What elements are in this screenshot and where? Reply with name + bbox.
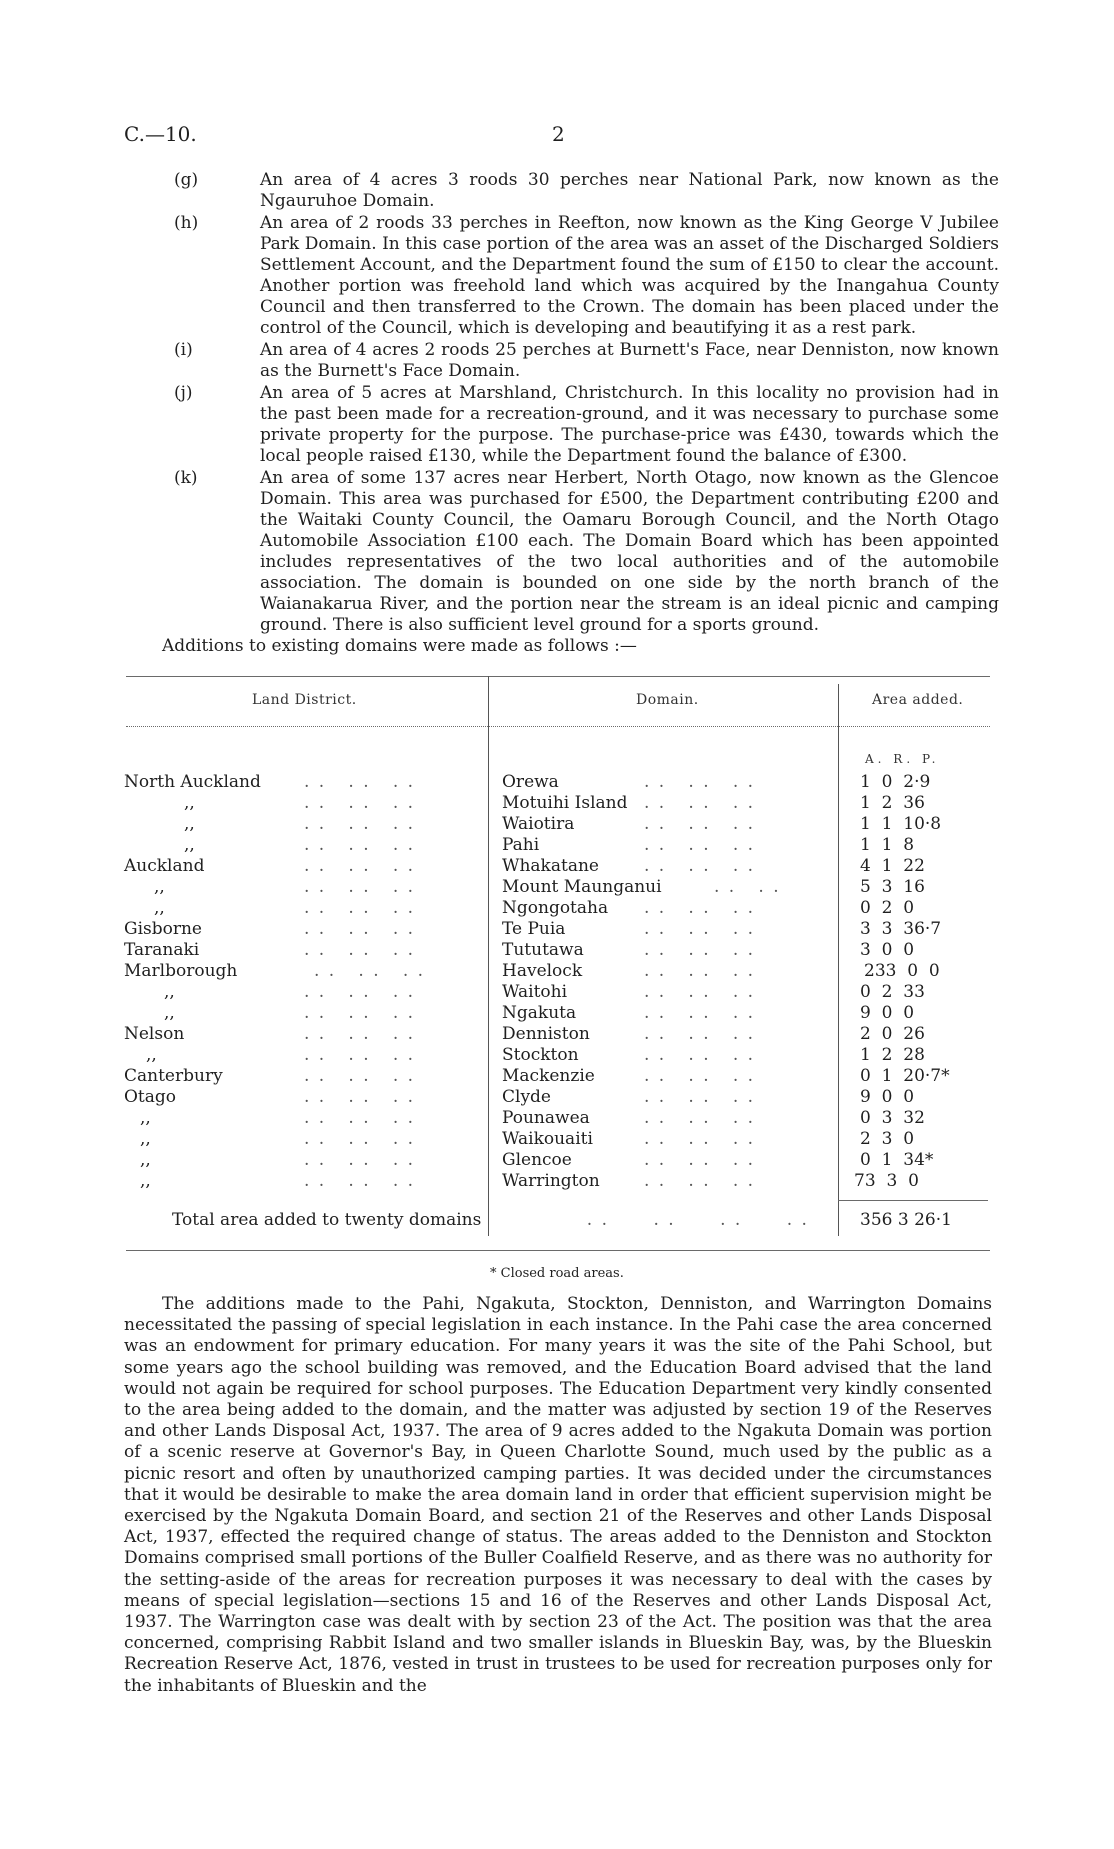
table-row: ,, . . . . . . Ngakuta . . . . . . 9 0 0	[124, 1003, 994, 1024]
table-footnote: * Closed road areas.	[490, 1266, 624, 1281]
domain-cell: Waiotira	[502, 814, 575, 834]
item-label: (i)	[174, 340, 193, 360]
land-district-cell: ,,	[164, 1003, 175, 1023]
item-text: An area of 2 roods 33 perches in Reefton, now known as the King George V Jubilee Park Domain. In this case portion of the area was an asset of the Discharged Soldiers Settlement Account, and the Department found the sum of £150 to clear the account. Another portion was freehold land which was acquired by the Inangahua County Council and then transferred to the Crown. The domain has been placed under the control of the Council, which is developing and beautifying it as a rest park.	[260, 213, 999, 338]
land-district-cell: ,,	[184, 835, 195, 855]
area-cell: 3 0 0	[860, 940, 915, 960]
total-value: 356 3 26·1	[860, 1210, 952, 1230]
item-label: (j)	[174, 383, 193, 403]
body-paragraph: The additions made to the Pahi, Ngakuta, Stockton, Denniston, and Warrington Domains necessitated the passing of special legislation in each instance. In the Pahi case the area concerned was an endowment for primary education. For many years it was the site of the Pahi School, but some years ago the school building was removed, and the Education Board advised that the land would not again be required for school purposes. The Education Department very kindly consented to the area being added to the domain, and the matter was adjusted by section 19 of the Reserves and other Lands Disposal Act, 1937. The area of 9 acres added to the Ngakuta Domain was portion of a scenic reserve at Governor's Bay, in Queen Charlotte Sound, much used by the public as a picnic resort and often by unauthorized camping parties. It was decided under the circumstances that it would be desirable to make the area domain land in order that efficient supervision might be exercised by the Ngakuta Domain Board, and section 21 of the Reserves and other Lands Disposal Act, 1937, effected the required change of status. The areas added to the Denniston and Stockton Domains comprised small portions of the Buller Coalfield Reserve, and as there was no authority for the setting-aside of the areas for recreation purposes it was necessary to deal with the cases by means of special legislation—sections 15 and 16 of the Reserves and other Lands Disposal Act, 1937. The Warrington case was dealt with by section 23 of the Act. The position was that the area concerned, comprising Rabbit Island and two smaller islands in Blueskin Bay, was, by the Blueskin Recreation Reserve Act, 1876, vested in trust in trustees to be used for recreation purposes only for the inhabitants of Blueskin and the	[124, 1294, 992, 1696]
list-item-k	[174, 468, 999, 636]
list-item-h	[174, 213, 999, 339]
document-reference: C.—10.	[124, 122, 197, 146]
land-district-cell: Taranaki	[124, 940, 200, 960]
area-cell: 0 3 32	[860, 1108, 925, 1128]
land-district-cell: Gisborne	[124, 919, 202, 939]
table-row: ,, . . . . . . Mount Maunganui . . . . 5 3 16	[124, 877, 994, 898]
area-cell: 9 0 0	[860, 1087, 915, 1107]
table-row: Gisborne . . . . . . Te Puia . . . . . . 3 3 36·7	[124, 919, 994, 940]
table-row: ,, . . . . . . Waikouaiti . . . . . . 2 3 0	[124, 1129, 994, 1150]
item-label: (k)	[174, 468, 198, 488]
table-bottom-rule	[126, 1250, 990, 1251]
table-row: ,, . . . . . . Pounawea . . . . . . 0 3 32	[124, 1108, 994, 1129]
land-district-cell: ,,	[140, 1171, 151, 1191]
table-row: ,, . . . . . . Stockton . . . . . . 1 2 28	[124, 1045, 994, 1066]
table-row: ,, . . . . . . Glencoe . . . . . . 0 1 34*	[124, 1150, 994, 1171]
domain-cell: Pounawea	[502, 1108, 590, 1128]
table-row: North Auckland . . . . . . Orewa . . . . . . 1 0 2·9	[124, 772, 994, 793]
land-district-cell: North Auckland	[124, 772, 261, 792]
domain-cell: Motuihi Island	[502, 793, 628, 813]
table-top-rule	[126, 676, 990, 677]
land-district-cell: ,,	[164, 982, 175, 1002]
domain-cell: Stockton	[502, 1045, 579, 1065]
list-item-i	[174, 340, 999, 382]
domain-cell: Warrington	[502, 1171, 600, 1191]
domain-cell: Orewa	[502, 772, 559, 792]
area-cell: 4 1 22	[860, 856, 925, 876]
area-cell: 2 0 26	[860, 1024, 925, 1044]
domain-cell: Te Puia	[502, 919, 566, 939]
domain-cell: Waitohi	[502, 982, 568, 1002]
item-text: An area of 4 acres 2 roods 25 perches at Burnett's Face, near Denniston, now known as the Burnett's Face Domain.	[260, 340, 999, 381]
area-cell: 1 0 2·9	[860, 772, 931, 792]
area-cell: 0 1 34*	[860, 1150, 934, 1170]
land-district-cell: ,,	[140, 1108, 151, 1128]
area-cell: 3 3 36·7	[860, 919, 942, 939]
area-cell: 0 1 20·7*	[860, 1066, 950, 1086]
domain-cell: Pahi	[502, 835, 540, 855]
item-text: An area of some 137 acres near Herbert, North Otago, now known as the Glencoe Domain. This area was purchased for £500, the Department contributing £200 and the Waitaki County Council, the Oamaru Borough Council, and the North Otago Automobile Association £100 each. The Domain Board which has been appointed includes representatives of the two local authorities and of the automobile association. The domain is bounded on one side by the north branch of the Waianakarua River, and the portion near the stream is an ideal picnic and camping ground. There is also sufficient level ground for a sports ground.	[260, 468, 999, 635]
item-label: (g)	[174, 170, 199, 190]
area-cell: 2 3 0	[860, 1129, 915, 1149]
list-item-j	[174, 383, 999, 467]
table-row: ,, . . . . . . Waiotira . . . . . . 1 1 10·8	[124, 814, 994, 835]
item-text: An area of 5 acres at Marshland, Christchurch. In this locality no provision had in the past been made for a recreation-ground, and it was necessary to purchase some private property for the purpose. The purchase-price was £430, towards which the local people raised £130, while the Department found the balance of £300.	[260, 383, 999, 466]
table-row: Taranaki . . . . . . Tututawa . . . . . . 3 0 0	[124, 940, 994, 961]
domain-cell: Mackenzie	[502, 1066, 595, 1086]
table-row: ,, . . . . . . Motuihi Island . . . . . . 1 2 36	[124, 793, 994, 814]
area-cell: 73 3 0	[854, 1171, 919, 1191]
page-number: 2	[552, 122, 565, 146]
total-rule	[838, 1200, 988, 1201]
header-area-added: Area added.	[872, 692, 964, 708]
header-domain: Domain.	[636, 692, 699, 708]
domain-cell: Havelock	[502, 961, 583, 981]
table-row: Canterbury . . . . . . Mackenzie . . . . . . 0 1 20·7*	[124, 1066, 994, 1087]
table-row: ,, . . . . . . Waitohi . . . . . . 0 2 33	[124, 982, 994, 1003]
area-cell: 9 0 0	[860, 1003, 915, 1023]
land-district-cell: ,,	[146, 1045, 157, 1065]
area-cell: 5 3 16	[860, 877, 925, 897]
land-district-cell: Otago	[124, 1087, 177, 1107]
domain-cell: Ngongotaha	[502, 898, 609, 918]
area-cell: 1 1 10·8	[860, 814, 942, 834]
land-district-cell: ,,	[140, 1150, 151, 1170]
item-text: An area of 4 acres 3 roods 30 perches near National Park, now known as the Ngauruhoe Domain.	[260, 170, 999, 211]
area-cell: 0 2 0	[860, 898, 915, 918]
domain-cell: Glencoe	[502, 1150, 572, 1170]
table-header-rule	[126, 726, 990, 727]
header-land-district: Land District.	[252, 692, 357, 708]
land-district-cell: ,,	[154, 898, 165, 918]
domain-cell: Clyde	[502, 1087, 551, 1107]
domain-cell: Mount Maunganui	[502, 877, 662, 897]
land-district-cell: Marlborough	[124, 961, 238, 981]
land-district-cell: ,,	[140, 1129, 151, 1149]
table-row: Marlborough . . . . . . Havelock . . . . . . 233 0 0	[124, 961, 994, 982]
page-header	[124, 122, 1000, 150]
table-row: ,, . . . . . . Pahi . . . . . . 1 1 8	[124, 835, 994, 856]
area-cell: 1 2 36	[860, 793, 925, 813]
table-row: Otago . . . . . . Clyde . . . . . . 9 0 0	[124, 1087, 994, 1108]
area-cell: 0 2 33	[860, 982, 925, 1002]
list-item-g	[174, 170, 999, 212]
domain-cell: Denniston	[502, 1024, 590, 1044]
table-row: Nelson . . . . . . Denniston . . . . . . 2 0 26	[124, 1024, 994, 1045]
units-header: A. R. P.	[865, 752, 940, 766]
land-district-cell: Auckland	[124, 856, 205, 876]
land-district-cell: ,,	[184, 814, 195, 834]
domain-cell: Waikouaiti	[502, 1129, 593, 1149]
table-row: ,, . . . . . . Warrington . . . . . . 73 3 0	[124, 1171, 994, 1192]
land-district-cell: ,,	[184, 793, 195, 813]
item-label: (h)	[174, 213, 199, 233]
table-intro: Additions to existing domains were made as follows :—	[162, 636, 637, 656]
document-page: C.—10. 2 (g) An area of 4 acres 3 roods 30 perches near National Park, now known as the Ngauruhoe Domain. (h) An area of 2 roods 33 perches in Reefton, now known as the King George V Jubilee Park Domain. In this case portion of the area was an asset of the Discharged Soldiers Settlement Account, and the Department found the sum of £150 to clear the account. Another portion was freehold land which was acquired by the Inangahua County Council and then transferred to the Crown. The domain has been placed under the control of the Council, which is developing and beautifying it as a rest park. (i) An area of 4 acres 2 roods 25 perches at Burnett's Face, near Denniston, now known as the Burnett's Face Domain. (j) An area of 5 acres at Marshland, Christchurch. In this locality no provision had in the past been made for a recreation-ground, and it was necessary to purchase some private property for the purpose. The purchase-price was £430, towards which the local people raised £130, while the Department found the balance of £300. (k) An area of some 137 acres near Herbert, North Otago, now known as the Glencoe Domain. This area was purchased for £500, the Department contributing £200 and the Waitaki County Council, the Oamaru Borough Council, and the North Otago Automobile Association £100 each. The Domain Board which has been appointed includes representatives of the two local authorities and of the automobile association. The domain is bounded on one side by the north branch of the Waianakarua River, and the portion near the stream is an ideal picnic and camping ground. There is also sufficient level ground for a sports ground. Additions to existing domains were made as follows :— Land District. Domain. Area added. A. R. P. North Auckland . . . . . . Orewa . . . . . . 1 0 2·9 ,, . . . . . . Motuihi Island . . . . . . 1 2 36 ,, . . . . . . Waiotira . . . . . . 1 1 10·8 ,, . . . . . . Pahi . . . . . . 1 1 8 Auckland . . . . . . Whakatane . . . . . . 4 1 22 ,, . . . . . . Mount Maunganui . . . . 5 3 16 ,, . . . . . . Ngongotaha . . . . . . 0 2 0 Gisborne . . . . . . Te Puia . . . . . . 3 3 36·7 Taranaki . . . . . . Tututawa . . . . . . 3 0 0 Marlborough . . . . . . Havelock . . . . . . 233 0 0 ,, . . . . . . Waitohi . . . . . . 0 2 33 ,, . . . . . . Ngakuta . . . . . . 9 0 0 Nelson . . . . . . Denniston . . . . . . 2 0 26 ,, . . . . . . Stockton . . . . . . 1 2 28 Canterbury . . . . . . Mackenzie . . . . . . 0 1 20·7* Otago . . . . . . Clyde . . . . . . 9 0 0 ,, . . . . . . Pounawea . . . . . . 0 3 32 ,, . . . . . . Waikouaiti . . . . . . 2 3 0 ,, . . . . . . Glencoe . . . . . . 0 1 34* ,, . . . . . . Warrington . . . . . . 73 3 0 Total area added to twenty domains . . . . . . . . 356 3 26·1 * Closed road areas. The additions made to the Pahi, Ngakuta, Stockton, Denniston, and Warrington Domains necessitated the passing of special legislation in each instance. In the Pahi case the area concerned was an endowment for primary education. For many years it was the site of the Pahi School, but some years ago the school building was removed, and the Education Board advised that the land would not again be required for school purposes. The Education Department very kindly consented to the area being added to the domain, and the matter was adjusted by section 19 of the Reserves and other Lands Disposal Act, 1937. The area of 9 acres added to the Ngakuta Domain was portion of a scenic reserve at Governor's Bay, in Queen Charlotte Sound, much used by the public as a picnic resort and often by unauthorized camping parties. It was decided under the circumstances that it would be desirable to make the area domain land in order that efficient supervision might be exercised by the Ngakuta Domain Board, and section 21 of the Reserves and other Lands Disposal Act, 1937, effected the required change of status. The areas added to the Denniston and Stockton Domains comprised small portions of the Buller Coalfield Reserve, and as there was no authority for the setting-aside of the areas for recreation purposes it was necessary to deal with the cases by means of special legislation—sections 15 and 16 of the Reserves and other Lands Disposal Act, 1937. The Warrington case was dealt with by section 23 of the Act. The position was that the area concerned, comprising Rabbit Island and two smaller islands in Blueskin Bay, was, by the Blueskin Recreation Reserve Act, 1876, vested in trust in trustees to be used for recreation purposes only for the inhabitants of Blueskin and the	[124, 122, 999, 1696]
land-district-cell: Canterbury	[124, 1066, 223, 1086]
area-cell: 233 0 0	[864, 961, 940, 981]
land-district-cell: ,,	[154, 877, 165, 897]
domain-cell: Tututawa	[502, 940, 584, 960]
area-cell: 1 1 8	[860, 835, 915, 855]
domain-cell: Ngakuta	[502, 1003, 577, 1023]
table-row: Auckland . . . . . . Whakatane . . . . . . 4 1 22	[124, 856, 994, 877]
table-row: ,, . . . . . . Ngongotaha . . . . . . 0 2 0	[124, 898, 994, 919]
land-district-cell: Nelson	[124, 1024, 185, 1044]
domain-cell: Whakatane	[502, 856, 599, 876]
area-cell: 1 2 28	[860, 1045, 925, 1065]
total-label: Total area added to twenty domains	[172, 1210, 482, 1230]
new-domains-list	[174, 170, 999, 637]
